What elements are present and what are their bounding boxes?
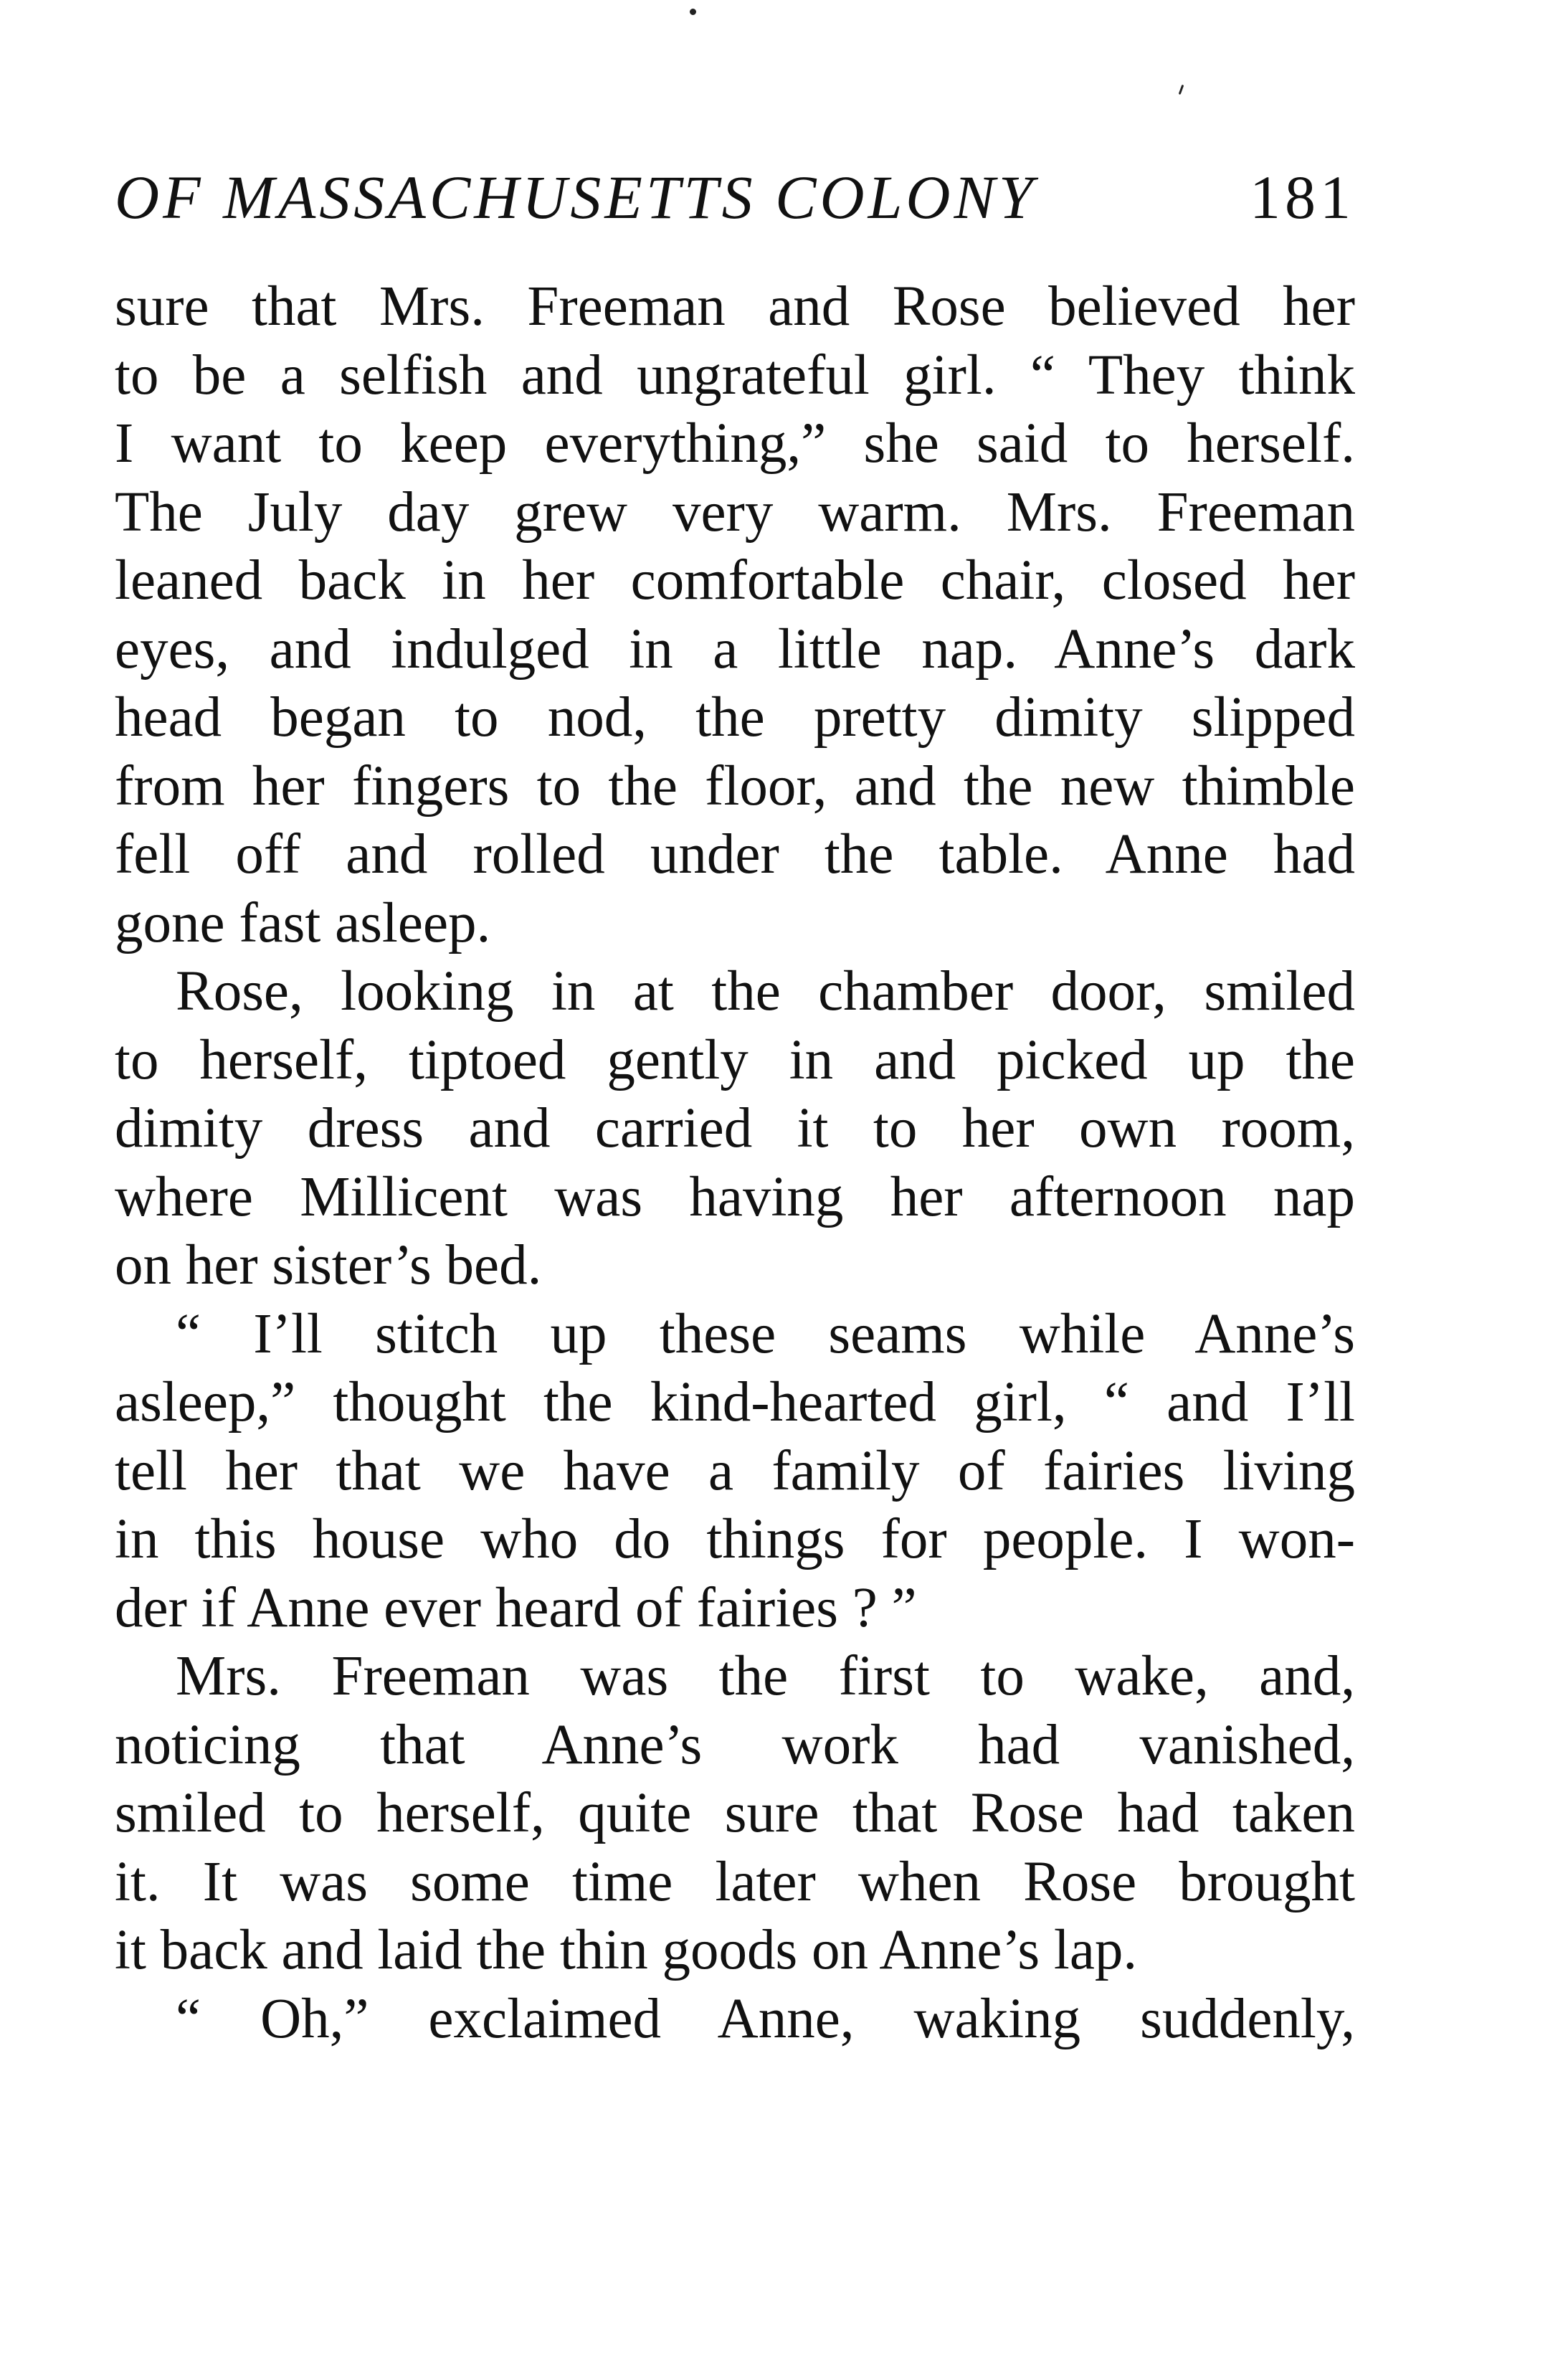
- body-text: [115, 272, 1355, 2053]
- text-line: it. It was some time later when Rose brought: [115, 1850, 1355, 1913]
- text-line: in this house who do things for people. I won-: [115, 1508, 1355, 1570]
- text-line: Rose, looking in at the chamber door, smiled: [176, 960, 1355, 1023]
- text-line: fell off and rolled under the table. Anne had: [115, 823, 1355, 886]
- text-line: sure that Mrs. Freeman and Rose believed her: [115, 275, 1355, 338]
- text-line: Mrs. Freeman was the first to wake, and,: [176, 1645, 1355, 1707]
- text-line: on her sister’s bed.: [115, 1234, 542, 1297]
- print-speck: [690, 9, 696, 15]
- running-head-title: OF MASSACHUSETTS COLONY: [115, 163, 1037, 232]
- print-speck: [1179, 85, 1184, 95]
- text-line: to herself, tiptoed gently in and picked up the: [115, 1028, 1355, 1091]
- text-line: where Millicent was having her afternoon nap: [115, 1165, 1355, 1228]
- text-line: leaned back in her comfortable chair, closed her: [115, 549, 1355, 612]
- text-line: gone fast asleep.: [115, 891, 491, 954]
- page-number: 181: [1250, 163, 1355, 232]
- text-line: eyes, and indulged in a little nap. Anne’s dark: [115, 617, 1355, 681]
- running-head: [115, 161, 1355, 240]
- text-line: The July day grew very warm. Mrs. Freeman: [115, 480, 1355, 544]
- text-line: asleep,” thought the kind-hearted girl, “ and I’ll: [115, 1371, 1355, 1433]
- text-line: head began to nod, the pretty dimity slipped: [115, 686, 1355, 749]
- text-line: from her fingers to the floor, and the new thimble: [115, 754, 1355, 817]
- text-line: der if Anne ever heard of fairies ? ”: [115, 1576, 917, 1639]
- text-line: I want to keep everything,” she said to herself.: [115, 412, 1355, 475]
- text-line: it back and laid the thin goods on Anne’s lap.: [115, 1919, 1138, 1981]
- text-line: smiled to herself, quite sure that Rose had taken: [115, 1782, 1355, 1844]
- text-line: “ Oh,” exclaimed Anne, waking suddenly,: [176, 1987, 1355, 2050]
- text-line: to be a selfish and ungrateful girl. “ They think: [115, 343, 1355, 407]
- text-line: “ I’ll stitch up these seams while Anne’s: [176, 1302, 1355, 1365]
- text-line: noticing that Anne’s work had vanished,: [115, 1713, 1355, 1776]
- text-line: tell her that we have a family of fairies living: [115, 1439, 1355, 1502]
- text-line: dimity dress and carried it to her own room,: [115, 1097, 1355, 1160]
